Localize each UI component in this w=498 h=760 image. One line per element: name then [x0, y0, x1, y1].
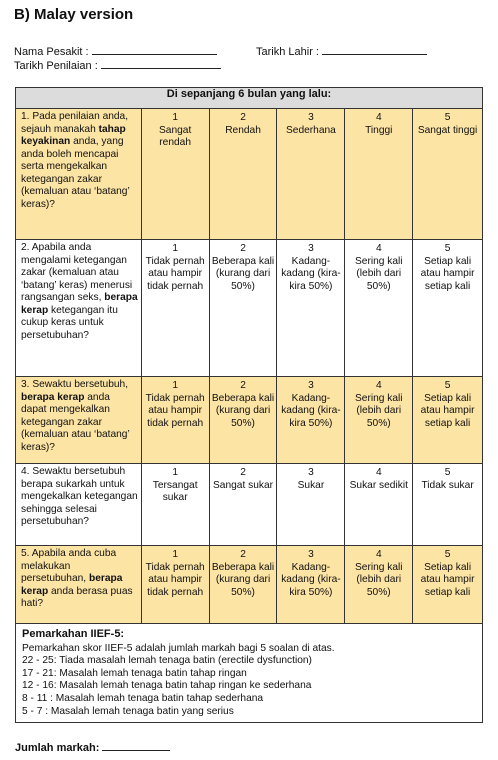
option-label: Tidak pernah atau hampir tidak pernah	[145, 561, 205, 598]
answer-option-5[interactable]	[413, 240, 483, 377]
answer-option-3[interactable]	[277, 377, 345, 464]
question-text	[16, 377, 142, 464]
option-score: 2	[240, 112, 246, 123]
scoring-line: Pemarkahan skor IIEF-5 adalah jumlah markah bagi 5 soalan di atas.	[22, 642, 335, 654]
option-label: Sangat tinggi	[417, 124, 478, 136]
answer-option-2[interactable]	[209, 464, 277, 546]
option-score: 4	[375, 549, 382, 560]
birth-date-field[interactable]	[256, 44, 427, 58]
birth-date-line[interactable]	[322, 44, 427, 55]
option-score: 5	[444, 549, 451, 560]
question-text-part: 3. Sewaktu bersetubuh,	[21, 379, 129, 390]
answer-option-2[interactable]	[209, 377, 277, 464]
birth-date-label: Tarikh Lahir :	[256, 46, 319, 58]
question-text-part: ketegangan itu cukup keras untuk persetubuhan?	[21, 304, 118, 341]
option-score: 3	[308, 467, 314, 478]
patient-name-line[interactable]	[92, 44, 217, 55]
option-label: Tidak pernah atau hampir tidak pernah	[145, 255, 205, 292]
question-emphasis: berapa kerap	[21, 292, 138, 316]
question-text	[16, 464, 142, 546]
question-text-part: 4. Sewaktu bersetubuh berapa sukarkah untuk mengekalkan ketegangan sehingga selesai persetubuhan?	[21, 466, 138, 527]
question-row	[16, 240, 483, 377]
option-label: Setiap kali atau hampir setiap kali	[420, 255, 475, 292]
question-text-part: 2. Apabila anda mengalami ketegangan zakar (kemaluan atau ‘batang’ keras) menerusi rangsangan seks,	[21, 242, 133, 303]
patient-name-field[interactable]	[14, 44, 217, 58]
option-label: Beberapa kali (kurang dari 50%)	[211, 561, 275, 598]
option-score: 3	[308, 380, 314, 391]
patient-name-label: Nama Pesakit :	[14, 46, 89, 58]
option-score: 2	[240, 380, 246, 391]
answer-option-1[interactable]	[141, 377, 209, 464]
option-score: 2	[240, 549, 246, 560]
total-score-label: Jumlah markah:	[15, 742, 100, 754]
assessment-date-field[interactable]	[14, 58, 221, 72]
option-score: 1	[172, 549, 178, 560]
answer-option-5[interactable]	[413, 377, 483, 464]
question-emphasis: berapa kerap	[21, 391, 85, 403]
section-title: B) Malay version	[14, 6, 134, 23]
answer-option-4[interactable]	[345, 240, 413, 377]
answer-option-5[interactable]	[413, 546, 483, 624]
assessment-date-label: Tarikh Penilaian :	[14, 60, 98, 72]
answer-option-3[interactable]	[277, 109, 345, 240]
question-text	[16, 240, 142, 377]
option-score: 3	[308, 243, 314, 254]
option-score: 4	[375, 243, 382, 254]
answer-option-4[interactable]	[345, 109, 413, 240]
answer-option-2[interactable]	[209, 240, 277, 377]
scoring-line: 17 - 21: Masalah lemah tenaga batin tahap ringan	[22, 667, 247, 679]
scoring-line: 8 - 11 : Masalah lemah tenaga batin tahap sederhana	[22, 692, 264, 704]
option-score: 1	[172, 112, 178, 123]
answer-option-3[interactable]	[277, 546, 345, 624]
answer-option-4[interactable]	[345, 546, 413, 624]
option-label: Rendah	[225, 124, 261, 136]
question-row	[16, 464, 483, 546]
option-label: Sering kali (lebih dari 50%)	[354, 392, 403, 429]
option-label: Sangat sukar	[213, 479, 274, 491]
option-score: 4	[375, 467, 382, 478]
scoring-heading: Pemarkahan IIEF-5:	[22, 628, 125, 640]
option-score: 2	[240, 243, 246, 254]
option-label: Setiap kali atau hampir setiap kali	[420, 392, 475, 429]
option-score: 4	[375, 380, 382, 391]
answer-option-2[interactable]	[209, 109, 277, 240]
option-score: 5	[444, 112, 451, 123]
answer-option-3[interactable]	[277, 240, 345, 377]
option-label: Tinggi	[365, 124, 393, 136]
option-label: Beberapa kali (kurang dari 50%)	[211, 392, 275, 429]
question-row	[16, 377, 483, 464]
option-score: 3	[308, 549, 314, 560]
scoring-line: 12 - 16: Masalah lemah tenaga batin tahap ringan ke sederhana	[22, 680, 312, 692]
option-label: Tidak pernah atau hampir tidak pernah	[145, 392, 205, 429]
answer-option-1[interactable]	[141, 109, 209, 240]
answer-option-4[interactable]	[345, 464, 413, 546]
option-label: Kadang-kadang (kira- kira 50%)	[281, 255, 341, 292]
option-score: 5	[444, 467, 451, 478]
option-label: Tidak sukar	[421, 479, 474, 491]
answer-option-1[interactable]	[141, 546, 209, 624]
question-text	[16, 109, 142, 240]
question-text-part: anda, yang anda boleh mencapai serta mengekalkan ketegangan zakar (kemaluan atau ‘batang’ keras)?	[21, 136, 130, 210]
question-row	[16, 109, 483, 240]
question-text-part: 5. Apabila anda cuba melakukan persetubuhan,	[21, 548, 117, 584]
answer-option-1[interactable]	[141, 240, 209, 377]
option-label: Sering kali (lebih dari 50%)	[354, 255, 403, 292]
question-text-part: anda dapat mengekalkan ketegangan zakar (kemaluan atau ‘batang’ keras)?	[21, 391, 130, 453]
answer-option-3[interactable]	[277, 464, 345, 546]
option-label: Sangat rendah	[159, 124, 192, 148]
option-score: 5	[444, 380, 451, 391]
option-score: 1	[172, 380, 178, 391]
total-score-field[interactable]	[15, 740, 170, 754]
option-score: 1	[172, 467, 178, 478]
answer-option-5[interactable]	[413, 109, 483, 240]
question-text-part: 1. Pada penilaian anda, sejauh manakah	[21, 111, 129, 135]
option-label: Beberapa kali (kurang dari 50%)	[211, 255, 275, 292]
option-score: 1	[172, 243, 178, 254]
option-label: Kadang-kadang (kira- kira 50%)	[281, 392, 341, 429]
assessment-date-line[interactable]	[101, 58, 221, 69]
option-score: 4	[375, 112, 382, 123]
table-header: Di sepanjang 6 bulan yang lalu:	[16, 88, 483, 109]
question-emphasis: berapa kerap	[21, 573, 123, 597]
option-score: 3	[308, 112, 314, 123]
option-label: Sukar	[297, 479, 325, 491]
answer-option-5[interactable]	[413, 464, 483, 546]
option-label: Tersangat sukar	[152, 479, 198, 503]
question-row	[16, 546, 483, 624]
answer-option-1[interactable]	[141, 464, 209, 546]
scoring-notes	[16, 624, 483, 723]
answer-option-4[interactable]	[345, 377, 413, 464]
scoring-line: 5 - 7 : Masalah lemah tenaga batin yang serius	[22, 705, 234, 717]
option-label: Sukar sedikit	[349, 479, 408, 491]
answer-option-2[interactable]	[209, 546, 277, 624]
question-emphasis: tahap keyakinan	[21, 123, 126, 147]
iief5-table	[15, 87, 483, 723]
question-text-part: anda berasa puas hati?	[21, 585, 133, 609]
option-label: Sering kali (lebih dari 50%)	[354, 561, 403, 598]
option-score: 5	[444, 243, 451, 254]
option-label: Setiap kali atau hampir setiap kali	[420, 561, 475, 598]
total-score-line[interactable]	[102, 740, 170, 751]
question-text	[16, 546, 142, 624]
scoring-line: 22 - 25: Tiada masalah lemah tenaga batin (erectile dysfunction)	[22, 655, 312, 667]
option-score: 2	[240, 467, 246, 478]
option-label: Kadang-kadang (kira- kira 50%)	[281, 561, 341, 598]
option-label: Sederhana	[285, 124, 336, 136]
